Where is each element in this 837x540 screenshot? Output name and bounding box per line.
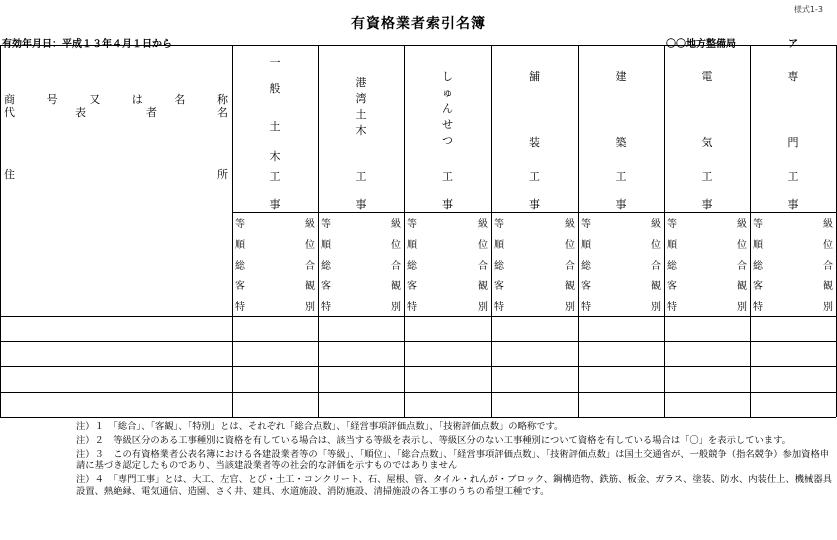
note-4: 注）４ 「専門工事」とは、大工、左官、とび・土工・コンクリート、石、屋根、管、タイル・れんが・ブロック、鋼構造物、鉄筋、板金、ガラス、塗装、防水、内装仕上、機械器具設置、熱絶縁、電気通信、造園、さく井、建具、水道施設、消防施設、清掃施設の各工事のうちの希望工種です。: [76, 474, 832, 497]
sub-label-left: 等: [753, 219, 763, 230]
sub-label-left: 総: [407, 260, 417, 272]
header-divider: [232, 212, 836, 213]
sub-label-left: 順: [667, 239, 677, 251]
sub-label-left: 客: [753, 281, 763, 293]
sub-label-left: 等: [235, 219, 245, 230]
sub-label-left: 客: [667, 281, 677, 293]
sub-label-right: 別: [478, 302, 488, 314]
trade-name-label-char: は: [131, 93, 143, 106]
column-divider: [491, 45, 492, 417]
note-1: 注）１ 「総合」、「客観」、「特別」とは、それぞれ「総合点数」、「経営事項評価点数」、「技術評価点数」の略称です。: [76, 421, 564, 432]
page-title: 有資格業者索引名簿: [351, 16, 486, 32]
work-type-header-char: 建: [615, 70, 627, 83]
sub-label-right: 級: [478, 219, 488, 230]
work-type-header-char: 装: [529, 136, 540, 149]
work-type-header-char: 築: [615, 136, 627, 149]
sub-label-right: 位: [823, 239, 833, 251]
sub-label-right: 級: [305, 219, 315, 230]
trade-name-label-char: 称: [217, 93, 228, 106]
note-3: 注）３ この有資格業者公表名簿における各建設業者等の「等級」、「順位」、「総合点数」、「経営事項評価点数」、「技術評価点数」は国土交通省が、一般競争（指名競争）参加資格申請に基づき認定したものであり、当該建設業者等の社会的な評価を示すものではありません: [76, 448, 830, 472]
sub-label-right: 観: [305, 281, 315, 293]
column-divider: [750, 45, 751, 417]
sub-label-right: 合: [651, 260, 661, 272]
sub-label-right: 位: [737, 239, 747, 251]
work-type-header-char: 舗: [529, 70, 540, 83]
notes-section: [76, 421, 832, 500]
column-divider: [318, 45, 319, 417]
work-type-header-char: 一: [269, 56, 281, 69]
representative-label-char: 名: [217, 106, 228, 119]
work-type-header-char: 土: [355, 108, 367, 121]
work-type-header-char: 工: [701, 170, 713, 183]
sub-label-left: 総: [581, 260, 591, 272]
column-divider: [404, 45, 405, 417]
sub-label-right: 合: [823, 260, 833, 272]
sub-label-right: 別: [651, 302, 661, 314]
sub-label-right: 位: [651, 239, 661, 251]
sub-label-left: 総: [753, 260, 763, 272]
work-type-header-char: 事: [701, 198, 713, 211]
sub-label-right: 級: [823, 219, 833, 230]
work-type-header-char: 事: [615, 198, 627, 211]
sub-label-left: 順: [753, 239, 763, 251]
sub-label-left: 総: [494, 260, 504, 272]
table-bottom-border: [0, 417, 836, 418]
sub-label-left: 総: [321, 260, 331, 272]
sub-label-left: 客: [494, 281, 504, 293]
sub-label-right: 合: [391, 260, 401, 272]
trade-name-label-char: 名: [174, 93, 186, 106]
sub-label-right: 別: [737, 302, 747, 314]
sub-label-left: 順: [494, 239, 504, 251]
work-type-header-char: ゅ: [442, 86, 453, 99]
work-type-header-char: 事: [269, 198, 281, 211]
trade-name-label-char: 又: [89, 93, 101, 106]
work-type-header-char: 般: [269, 82, 281, 95]
sub-label-left: 順: [407, 239, 417, 251]
sub-label-left: 特: [235, 302, 245, 314]
sub-label-right: 観: [823, 281, 833, 293]
representative-label-char: 表: [75, 106, 86, 119]
work-type-header-char: 土: [269, 120, 281, 133]
sub-label-left: 総: [667, 260, 677, 272]
sub-label-right: 別: [565, 302, 575, 314]
row-divider: [0, 366, 836, 367]
effective-date: 有効年月日：平成１３年４月１日から: [2, 39, 172, 50]
work-type-header-char: 木: [269, 150, 281, 163]
representative-label-char: 者: [146, 106, 157, 119]
work-type-header-char: 工: [269, 170, 281, 183]
sub-label-right: 観: [391, 281, 401, 293]
address-label-char: 住: [4, 168, 15, 181]
column-divider: [578, 45, 579, 417]
sub-label-right: 合: [478, 260, 488, 272]
sub-label-left: 総: [235, 260, 245, 272]
work-type-header-char: 気: [701, 136, 713, 149]
work-type-header-char: 事: [355, 198, 367, 211]
sub-label-left: 特: [581, 302, 591, 314]
office-name: 〇〇地方整備局: [666, 39, 736, 50]
sub-label-left: 客: [581, 281, 591, 293]
sub-label-right: 位: [478, 239, 488, 251]
sub-label-left: 客: [235, 281, 245, 293]
table-left-border: [0, 45, 1, 417]
work-type-header-char: ん: [442, 102, 453, 115]
sub-label-left: 客: [321, 281, 331, 293]
sub-label-right: 位: [565, 239, 575, 251]
sub-label-left: 等: [494, 219, 504, 230]
work-type-header-char: 門: [787, 136, 799, 149]
work-type-header-char: 専: [787, 70, 799, 83]
header-bottom-border: [0, 316, 836, 317]
sub-label-right: 観: [565, 281, 575, 293]
sub-label-left: 特: [494, 302, 504, 314]
sub-label-left: 順: [581, 239, 591, 251]
work-type-header-char: 港: [355, 76, 367, 89]
work-type-header-char: 工: [787, 170, 799, 183]
work-type-header-char: 工: [615, 170, 627, 183]
sub-label-left: 客: [407, 281, 417, 293]
sub-label-left: 特: [407, 302, 417, 314]
sub-label-left: 特: [667, 302, 677, 314]
sub-label-right: 級: [565, 219, 575, 230]
sub-label-left: 等: [321, 219, 331, 230]
trade-name-label-char: 商: [4, 93, 15, 106]
note-2: 注）２ 等級区分のある工事種別に資格を有している場合は、該当する等級を表示し、等級区分のない工事種別について資格を有している場合は「〇」を表示しています。: [76, 434, 791, 446]
sub-label-right: 別: [305, 302, 315, 314]
sub-label-right: 別: [823, 302, 833, 314]
work-type-header-char: 工: [355, 170, 367, 183]
sub-label-left: 順: [321, 239, 331, 251]
sub-label-right: 合: [565, 260, 575, 272]
work-type-header-char: し: [442, 70, 453, 83]
sub-label-right: 級: [391, 219, 401, 230]
sub-label-right: 位: [305, 239, 315, 251]
sub-label-right: 観: [737, 281, 747, 293]
work-type-header-char: 事: [787, 198, 799, 211]
work-type-header-char: 事: [529, 198, 540, 211]
work-type-header-char: 工: [442, 170, 453, 183]
address-label-char: 所: [217, 168, 228, 181]
sub-label-left: 等: [667, 219, 677, 230]
work-type-header-char: 電: [701, 70, 713, 83]
work-type-header-char: 湾: [355, 92, 367, 105]
sub-label-right: 級: [737, 219, 747, 230]
sub-label-right: 級: [651, 219, 661, 230]
sub-label-left: 等: [581, 219, 591, 230]
work-type-header-char: 事: [442, 198, 453, 211]
office-suffix: ア: [788, 39, 798, 50]
sub-label-right: 観: [478, 281, 488, 293]
form-number: 様式1-3: [793, 5, 823, 14]
trade-name-label-char: 号: [46, 93, 58, 106]
column-divider: [232, 45, 233, 417]
sub-label-left: 順: [235, 239, 245, 251]
table-top-border: [0, 45, 836, 46]
work-type-header-char: 木: [355, 124, 367, 137]
work-type-header-char: せ: [442, 118, 453, 131]
row-divider: [0, 341, 836, 342]
sub-label-right: 合: [737, 260, 747, 272]
work-type-header-char: 工: [529, 170, 540, 183]
row-divider: [0, 392, 836, 393]
sub-label-left: 等: [407, 219, 417, 230]
work-type-header-char: つ: [442, 134, 453, 147]
sub-label-left: 特: [321, 302, 331, 314]
column-divider: [664, 45, 665, 417]
sub-label-right: 別: [391, 302, 401, 314]
representative-label-char: 代: [4, 106, 15, 119]
sub-label-right: 合: [305, 260, 315, 272]
sub-label-left: 特: [753, 302, 763, 314]
sub-label-right: 観: [651, 281, 661, 293]
sub-label-right: 位: [391, 239, 401, 251]
